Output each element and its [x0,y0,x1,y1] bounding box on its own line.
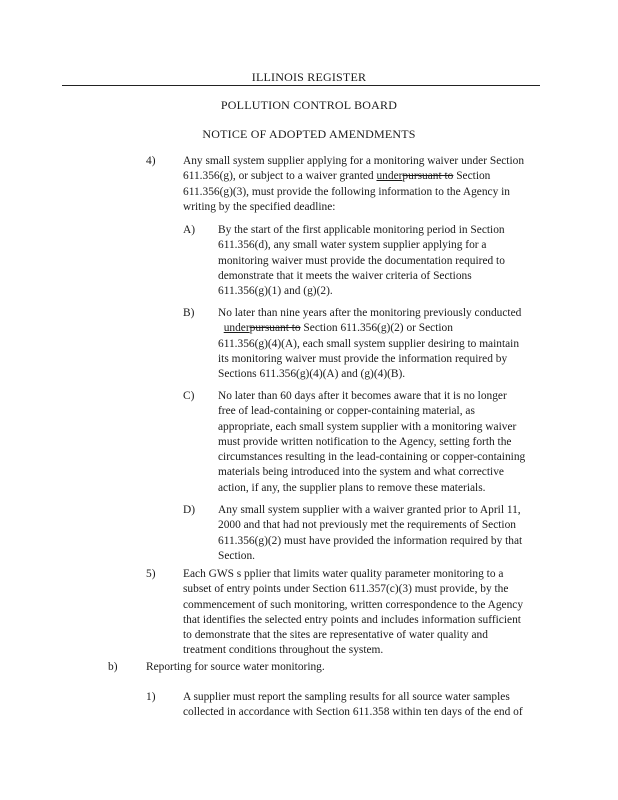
text-line: 2000 and that had not previously met the requirements of Section [218,519,516,532]
text-line: monitoring waiver must provide the documentation required to [218,254,505,267]
item-number-b: b) [108,661,118,673]
text-run: Section [453,170,491,183]
text-line: subset of entry points under Section 611.357(c)(3) must provide, by the [183,583,509,596]
text-line: action, if any, the supplier plans to remove these materials. [218,481,486,494]
text-line: No later than 60 days after it becomes aware that it is no longer [218,390,507,402]
text-line: free of lead-containing or copper-containing material, as [218,405,475,418]
text-line: 611.356(g)(2) must have provided the information required by that [218,534,523,547]
header-rule [62,85,540,86]
text-line: demonstrate that it meets the waiver criteria of Sections [218,269,472,282]
item-B-text [218,306,568,382]
item-4-text [183,154,563,215]
item-number-5: 5) [146,568,156,580]
text-run: 611.356(g), or subject to a waiver granted [183,170,377,183]
item-D-text [218,503,568,564]
item-number-C: C) [183,390,195,402]
text-line: its monitoring waiver must provide the information required by [218,352,508,365]
item-number-B: B) [183,307,195,319]
page-header-board: POLLUTION CONTROL BOARD [220,98,398,112]
text-line: 611.356(g)(1) and (g)(2). [218,285,333,298]
text-line: must provide written notification to the Agency, setting forth the [218,435,512,448]
item-number-A: A) [183,224,196,236]
text-line: 611.356(d), any small water system supplier applying for a [218,239,487,252]
page-header-notice: NOTICE OF ADOPTED AMENDMENTS [202,127,416,141]
text-line: By the start of the first applicable monitoring period in Section [218,224,505,236]
text-line: collected in accordance with Section 611.358 within ten days of the end of [183,706,523,719]
text-line: 611.356(g)(3), must provide the following information to the Agency in [183,185,511,198]
text-line: commencement of such monitoring, written correspondence to the Agency [183,598,524,611]
item-A-text [218,223,568,299]
text-line: materials being introduced into the system and what corrective [218,466,504,479]
inserted-text: under [223,322,250,335]
item-1-text [183,690,568,721]
item-C-text [218,389,568,496]
text-line: appropriate, each small system supplier with a monitoring waiver [218,420,517,433]
item-number-1: 1) [146,691,156,703]
text-line: treatment conditions throughout the system. [183,644,384,657]
text-line: A supplier must report the sampling results for all source water samples [183,691,510,703]
text-line: that identifies the selected entry points and includes information sufficient [183,613,521,626]
item-number-4: 4) [146,155,156,167]
text-line: Any small system supplier applying for a monitoring waiver under Section [183,155,525,167]
text-line: Each GWS s pplier that limits water quality parameter monitoring to a [183,568,504,580]
text-line: writing by the specified deadline: [183,200,336,213]
text-line: Any small system supplier with a waiver granted prior to April 11, [218,504,521,516]
deleted-text: pursuant to [402,170,454,183]
text-run: Section 611.356(g)(2) or Section [300,322,453,335]
item-number-D: D) [183,504,196,516]
text-line [218,321,568,336]
inserted-text: under [376,170,403,183]
text-line [183,169,563,184]
text-line: Section. [218,549,256,562]
text-line: 611.356(g)(4)(A), each small system supplier desiring to maintain [218,337,520,350]
text-line: Sections 611.356(g)(4)(A) and (g)(4)(B). [218,368,406,381]
text-line: circumstances resulting in the lead-containing or copper-containing [218,451,526,464]
item-b-text: Reporting for source water monitoring. [146,661,325,673]
item-5-text [183,567,568,659]
deleted-text: pursuant to [249,322,301,335]
text-line: to demonstrate that the sites are representative of water quality and [183,629,488,642]
text-line: No later than nine years after the monitoring previously conducted [218,307,522,319]
page-header-register: ILLINOIS REGISTER [251,70,367,84]
